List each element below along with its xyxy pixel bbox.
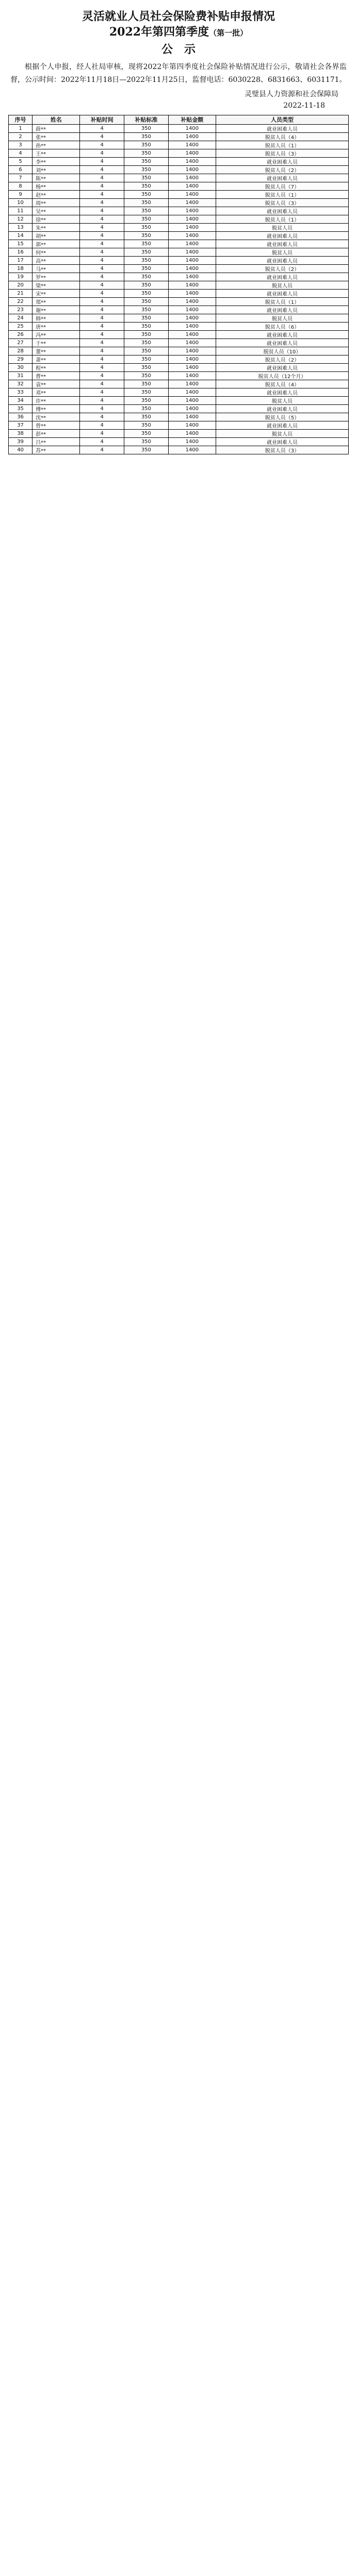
cell-person-type: 就业困难人员 xyxy=(216,330,348,338)
cell-months: 4 xyxy=(80,297,124,306)
cell-standard: 350 xyxy=(124,165,169,174)
cell-months: 4 xyxy=(80,207,124,215)
cell-amount: 1400 xyxy=(168,124,216,132)
cell-standard: 350 xyxy=(124,149,169,157)
table-row xyxy=(9,380,349,388)
cell-standard: 350 xyxy=(124,421,169,429)
cell-months: 4 xyxy=(80,404,124,413)
cell-name: 程** xyxy=(33,363,80,371)
table-row xyxy=(9,124,349,132)
cell-standard: 350 xyxy=(124,314,169,322)
table-row xyxy=(9,165,349,174)
table-row xyxy=(9,306,349,314)
cell-standard: 350 xyxy=(124,281,169,289)
cell-months: 4 xyxy=(80,264,124,273)
cell-person-type: 脱贫人员（1） xyxy=(216,215,348,223)
cell-seq: 19 xyxy=(9,273,33,281)
table-row xyxy=(9,421,349,429)
table-body xyxy=(9,124,349,454)
table-row xyxy=(9,355,349,363)
cell-seq: 20 xyxy=(9,281,33,289)
cell-name: 袁** xyxy=(33,380,80,388)
table-row xyxy=(9,429,349,437)
cell-standard: 350 xyxy=(124,388,169,396)
cell-amount: 1400 xyxy=(168,355,216,363)
cell-months: 4 xyxy=(80,215,124,223)
cell-seq: 23 xyxy=(9,306,33,314)
table-row xyxy=(9,174,349,182)
cell-name: 曹** xyxy=(33,371,80,380)
table-row xyxy=(9,330,349,338)
cell-amount: 1400 xyxy=(168,248,216,256)
cell-standard: 350 xyxy=(124,437,169,446)
cell-seq: 14 xyxy=(9,231,33,240)
cell-months: 4 xyxy=(80,157,124,165)
cell-person-type: 脱贫人员（10） xyxy=(216,347,348,355)
cell-standard: 350 xyxy=(124,297,169,306)
cell-standard: 350 xyxy=(124,264,169,273)
cell-amount: 1400 xyxy=(168,223,216,231)
cell-standard: 350 xyxy=(124,248,169,256)
cell-person-type: 脱贫人员（12个月） xyxy=(216,371,348,380)
cell-person-type: 脱贫人员（7） xyxy=(216,182,348,190)
table-row xyxy=(9,264,349,273)
cell-person-type: 就业困难人员 xyxy=(216,388,348,396)
cell-months: 4 xyxy=(80,198,124,207)
cell-seq: 4 xyxy=(9,149,33,157)
cell-amount: 1400 xyxy=(168,363,216,371)
cell-amount: 1400 xyxy=(168,240,216,248)
table-row xyxy=(9,223,349,231)
cell-months: 4 xyxy=(80,289,124,297)
cell-person-type: 脱贫人员 xyxy=(216,429,348,437)
cell-seq: 24 xyxy=(9,314,33,322)
table-row xyxy=(9,149,349,157)
cell-amount: 1400 xyxy=(168,190,216,198)
cell-seq: 18 xyxy=(9,264,33,273)
table-row xyxy=(9,297,349,306)
cell-name: 高** xyxy=(33,256,80,264)
cell-months: 4 xyxy=(80,256,124,264)
cell-seq: 17 xyxy=(9,256,33,264)
cell-name: 董** xyxy=(33,347,80,355)
cell-name: 赵** xyxy=(33,190,80,198)
cell-name: 王** xyxy=(33,149,80,157)
cell-amount: 1400 xyxy=(168,297,216,306)
cell-seq: 16 xyxy=(9,248,33,256)
cell-months: 4 xyxy=(80,314,124,322)
table-row xyxy=(9,157,349,165)
cell-amount: 1400 xyxy=(168,256,216,264)
cell-amount: 1400 xyxy=(168,413,216,421)
table-row xyxy=(9,388,349,396)
cell-person-type: 就业困难人员 xyxy=(216,207,348,215)
table-row xyxy=(9,256,349,264)
cell-seq: 1 xyxy=(9,124,33,132)
cell-amount: 1400 xyxy=(168,306,216,314)
cell-standard: 350 xyxy=(124,413,169,421)
cell-months: 4 xyxy=(80,380,124,388)
header-seq: 序号 xyxy=(9,115,33,124)
page-title: 灵活就业人员社会保险费补贴申报情况 xyxy=(82,10,275,23)
cell-amount: 1400 xyxy=(168,165,216,174)
cell-standard: 350 xyxy=(124,355,169,363)
cell-seq: 40 xyxy=(9,446,33,454)
cell-months: 4 xyxy=(80,223,124,231)
cell-standard: 350 xyxy=(124,240,169,248)
cell-months: 4 xyxy=(80,182,124,190)
cell-seq: 25 xyxy=(9,322,33,330)
cell-amount: 1400 xyxy=(168,437,216,446)
cell-name: 郭** xyxy=(33,240,80,248)
cell-name: 杨** xyxy=(33,182,80,190)
cell-months: 4 xyxy=(80,240,124,248)
cell-name: 薛** xyxy=(33,124,80,132)
cell-name: 宋** xyxy=(33,289,80,297)
cell-months: 4 xyxy=(80,141,124,149)
cell-standard: 350 xyxy=(124,182,169,190)
cell-amount: 1400 xyxy=(168,207,216,215)
cell-standard: 350 xyxy=(124,338,169,347)
cell-amount: 1400 xyxy=(168,396,216,404)
cell-amount: 1400 xyxy=(168,215,216,223)
cell-amount: 1400 xyxy=(168,404,216,413)
header-months: 补贴时间 xyxy=(80,115,124,124)
cell-seq: 28 xyxy=(9,347,33,355)
table-row xyxy=(9,132,349,141)
cell-amount: 1400 xyxy=(168,347,216,355)
notice-heading: 公示 xyxy=(161,43,207,57)
table-row xyxy=(9,248,349,256)
issue-date: 2022-11-18 xyxy=(283,101,325,110)
cell-standard: 350 xyxy=(124,289,169,297)
cell-person-type: 就业困难人员 xyxy=(216,157,348,165)
cell-seq: 27 xyxy=(9,338,33,347)
table-row xyxy=(9,437,349,446)
cell-seq: 26 xyxy=(9,330,33,338)
cell-amount: 1400 xyxy=(168,198,216,207)
cell-name: 胡** xyxy=(33,231,80,240)
notice-page xyxy=(0,0,357,465)
table-row xyxy=(9,198,349,207)
cell-amount: 1400 xyxy=(168,429,216,437)
header-person-type: 人员类型 xyxy=(216,115,348,124)
cell-seq: 38 xyxy=(9,429,33,437)
table-row xyxy=(9,215,349,223)
cell-person-type: 就业困难人员 xyxy=(216,174,348,182)
cell-standard: 350 xyxy=(124,124,169,132)
cell-name: 曾** xyxy=(33,421,80,429)
cell-name: 吕** xyxy=(33,437,80,446)
cell-seq: 30 xyxy=(9,363,33,371)
cell-person-type: 脱贫人员（1） xyxy=(216,141,348,149)
cell-months: 4 xyxy=(80,363,124,371)
header-name: 姓名 xyxy=(33,115,80,124)
cell-standard: 350 xyxy=(124,404,169,413)
cell-person-type: 脱贫人员（2） xyxy=(216,264,348,273)
table-row xyxy=(9,141,349,149)
issuing-org: 灵璧县人力资源和社会保障局 xyxy=(245,90,338,99)
cell-amount: 1400 xyxy=(168,421,216,429)
cell-standard: 350 xyxy=(124,306,169,314)
cell-amount: 1400 xyxy=(168,182,216,190)
cell-amount: 1400 xyxy=(168,371,216,380)
table-row xyxy=(9,240,349,248)
cell-seq: 31 xyxy=(9,371,33,380)
cell-person-type: 就业困难人员 xyxy=(216,124,348,132)
cell-months: 4 xyxy=(80,306,124,314)
cell-person-type: 就业困难人员 xyxy=(216,404,348,413)
table-row xyxy=(9,413,349,421)
cell-name: 朱** xyxy=(33,223,80,231)
table-row xyxy=(9,363,349,371)
cell-seq: 15 xyxy=(9,240,33,248)
cell-person-type: 就业困难人员 xyxy=(216,363,348,371)
cell-amount: 1400 xyxy=(168,322,216,330)
table-row xyxy=(9,207,349,215)
cell-months: 4 xyxy=(80,322,124,330)
cell-seq: 33 xyxy=(9,388,33,396)
cell-standard: 350 xyxy=(124,207,169,215)
cell-standard: 350 xyxy=(124,198,169,207)
cell-name: 冯** xyxy=(33,330,80,338)
cell-person-type: 就业困难人员 xyxy=(216,306,348,314)
cell-standard: 350 xyxy=(124,446,169,454)
intro-paragraph: 根据个人申报，经人社局审核，现将2022年第四季度社会保险补贴情况进行公示，敬请社会各界监督，公示时间：2022年11月18日—2022年11月25日，监督电话：6030228、6831663、6031171。 xyxy=(10,63,347,84)
cell-amount: 1400 xyxy=(168,338,216,347)
cell-person-type: 就业困难人员 xyxy=(216,289,348,297)
table-row xyxy=(9,371,349,380)
cell-standard: 350 xyxy=(124,231,169,240)
cell-standard: 350 xyxy=(124,347,169,355)
cell-amount: 1400 xyxy=(168,289,216,297)
cell-seq: 7 xyxy=(9,174,33,182)
cell-seq: 9 xyxy=(9,190,33,198)
cell-name: 萧** xyxy=(33,355,80,363)
cell-seq: 32 xyxy=(9,380,33,388)
cell-months: 4 xyxy=(80,165,124,174)
cell-standard: 350 xyxy=(124,174,169,182)
cell-name: 苏** xyxy=(33,446,80,454)
cell-name: 张** xyxy=(33,132,80,141)
cell-amount: 1400 xyxy=(168,388,216,396)
subtitle-main: 2022年第四第季度 xyxy=(109,25,209,39)
cell-person-type: 脱贫人员（4） xyxy=(216,132,348,141)
cell-months: 4 xyxy=(80,437,124,446)
cell-amount: 1400 xyxy=(168,314,216,322)
table-row xyxy=(9,338,349,347)
cell-amount: 1400 xyxy=(168,141,216,149)
cell-seq: 6 xyxy=(9,165,33,174)
cell-person-type: 脱贫人员（5） xyxy=(216,413,348,421)
cell-seq: 8 xyxy=(9,182,33,190)
cell-person-type: 脱贫人员 xyxy=(216,396,348,404)
cell-person-type: 就业困难人员 xyxy=(216,231,348,240)
cell-seq: 2 xyxy=(9,132,33,141)
cell-months: 4 xyxy=(80,248,124,256)
page-subtitle xyxy=(8,25,349,40)
cell-name: 许** xyxy=(33,396,80,404)
cell-months: 4 xyxy=(80,132,124,141)
cell-months: 4 xyxy=(80,388,124,396)
cell-standard: 350 xyxy=(124,380,169,388)
cell-name: 李** xyxy=(33,157,80,165)
cell-name: 陈** xyxy=(33,174,80,182)
table-row xyxy=(9,446,349,454)
cell-standard: 350 xyxy=(124,132,169,141)
cell-amount: 1400 xyxy=(168,149,216,157)
cell-name: 傅** xyxy=(33,404,80,413)
table-row xyxy=(9,289,349,297)
header-standard: 补贴标准 xyxy=(124,115,169,124)
cell-seq: 34 xyxy=(9,396,33,404)
cell-months: 4 xyxy=(80,338,124,347)
cell-person-type: 就业困难人员 xyxy=(216,338,348,347)
signature-block xyxy=(8,89,338,111)
table-row xyxy=(9,322,349,330)
cell-seq: 11 xyxy=(9,207,33,215)
cell-months: 4 xyxy=(80,174,124,182)
cell-months: 4 xyxy=(80,371,124,380)
cell-person-type: 脱贫人员 xyxy=(216,281,348,289)
table-header-row xyxy=(9,115,349,124)
cell-amount: 1400 xyxy=(168,157,216,165)
table-row xyxy=(9,231,349,240)
cell-person-type: 脱贫人员（3） xyxy=(216,198,348,207)
cell-standard: 350 xyxy=(124,256,169,264)
cell-standard: 350 xyxy=(124,429,169,437)
cell-seq: 13 xyxy=(9,223,33,231)
cell-months: 4 xyxy=(80,190,124,198)
cell-person-type: 脱贫人员（6） xyxy=(216,322,348,330)
cell-amount: 1400 xyxy=(168,264,216,273)
cell-person-type: 就业困难人员 xyxy=(216,256,348,264)
cell-name: 于** xyxy=(33,338,80,347)
table-row xyxy=(9,182,349,190)
cell-amount: 1400 xyxy=(168,273,216,281)
cell-name: 刘** xyxy=(33,165,80,174)
cell-person-type: 脱贫人员（3） xyxy=(216,446,348,454)
cell-months: 4 xyxy=(80,149,124,157)
table-row xyxy=(9,273,349,281)
cell-months: 4 xyxy=(80,347,124,355)
cell-person-type: 脱贫人员 xyxy=(216,223,348,231)
cell-person-type: 脱贫人员（2） xyxy=(216,355,348,363)
cell-months: 4 xyxy=(80,413,124,421)
cell-standard: 350 xyxy=(124,396,169,404)
cell-person-type: 脱贫人员（1） xyxy=(216,297,348,306)
cell-standard: 350 xyxy=(124,273,169,281)
table-row xyxy=(9,347,349,355)
cell-person-type: 脱贫人员（4） xyxy=(216,380,348,388)
cell-name: 罗** xyxy=(33,273,80,281)
cell-name: 何** xyxy=(33,248,80,256)
cell-name: 吴** xyxy=(33,207,80,215)
cell-standard: 350 xyxy=(124,157,169,165)
cell-seq: 3 xyxy=(9,141,33,149)
cell-name: 马** xyxy=(33,264,80,273)
cell-seq: 12 xyxy=(9,215,33,223)
cell-months: 4 xyxy=(80,330,124,338)
cell-months: 4 xyxy=(80,421,124,429)
cell-person-type: 脱贫人员 xyxy=(216,248,348,256)
table-row xyxy=(9,314,349,322)
cell-standard: 350 xyxy=(124,215,169,223)
cell-person-type: 脱贫人员（2） xyxy=(216,165,348,174)
cell-person-type: 就业困难人员 xyxy=(216,273,348,281)
cell-standard: 350 xyxy=(124,141,169,149)
cell-person-type: 脱贫人员（1） xyxy=(216,190,348,198)
table-row xyxy=(9,281,349,289)
cell-standard: 350 xyxy=(124,190,169,198)
cell-months: 4 xyxy=(80,429,124,437)
cell-seq: 5 xyxy=(9,157,33,165)
cell-months: 4 xyxy=(80,231,124,240)
cell-name: 韩** xyxy=(33,314,80,322)
cell-seq: 21 xyxy=(9,289,33,297)
header-amount: 补贴金额 xyxy=(168,115,216,124)
cell-name: 唐** xyxy=(33,322,80,330)
cell-months: 4 xyxy=(80,355,124,363)
cell-name: 梁** xyxy=(33,281,80,289)
cell-seq: 10 xyxy=(9,198,33,207)
cell-months: 4 xyxy=(80,273,124,281)
cell-months: 4 xyxy=(80,446,124,454)
cell-standard: 350 xyxy=(124,223,169,231)
cell-name: 郑** xyxy=(33,297,80,306)
cell-standard: 350 xyxy=(124,322,169,330)
cell-name: 徐** xyxy=(33,215,80,223)
cell-person-type: 就业困难人员 xyxy=(216,437,348,446)
cell-name: 彭** xyxy=(33,429,80,437)
table-row xyxy=(9,404,349,413)
table-row xyxy=(9,396,349,404)
cell-name: 周** xyxy=(33,198,80,207)
cell-amount: 1400 xyxy=(168,281,216,289)
cell-name: 谢** xyxy=(33,306,80,314)
cell-name: 孙** xyxy=(33,141,80,149)
cell-amount: 1400 xyxy=(168,231,216,240)
cell-amount: 1400 xyxy=(168,330,216,338)
subsidy-table xyxy=(8,115,349,454)
cell-amount: 1400 xyxy=(168,132,216,141)
cell-amount: 1400 xyxy=(168,446,216,454)
cell-standard: 350 xyxy=(124,371,169,380)
cell-standard: 350 xyxy=(124,330,169,338)
cell-person-type: 脱贫人员 xyxy=(216,314,348,322)
cell-seq: 29 xyxy=(9,355,33,363)
cell-person-type: 就业困难人员 xyxy=(216,240,348,248)
cell-name: 沈** xyxy=(33,413,80,421)
cell-months: 4 xyxy=(80,124,124,132)
cell-seq: 22 xyxy=(9,297,33,306)
cell-seq: 37 xyxy=(9,421,33,429)
cell-person-type: 脱贫人员（3） xyxy=(216,149,348,157)
subtitle-batch: （第一批） xyxy=(209,28,248,38)
cell-months: 4 xyxy=(80,396,124,404)
cell-seq: 36 xyxy=(9,413,33,421)
cell-months: 4 xyxy=(80,281,124,289)
cell-seq: 35 xyxy=(9,404,33,413)
cell-amount: 1400 xyxy=(168,174,216,182)
cell-person-type: 就业困难人员 xyxy=(216,421,348,429)
cell-amount: 1400 xyxy=(168,380,216,388)
table-row xyxy=(9,190,349,198)
cell-standard: 350 xyxy=(124,363,169,371)
cell-seq: 39 xyxy=(9,437,33,446)
cell-name: 邓** xyxy=(33,388,80,396)
